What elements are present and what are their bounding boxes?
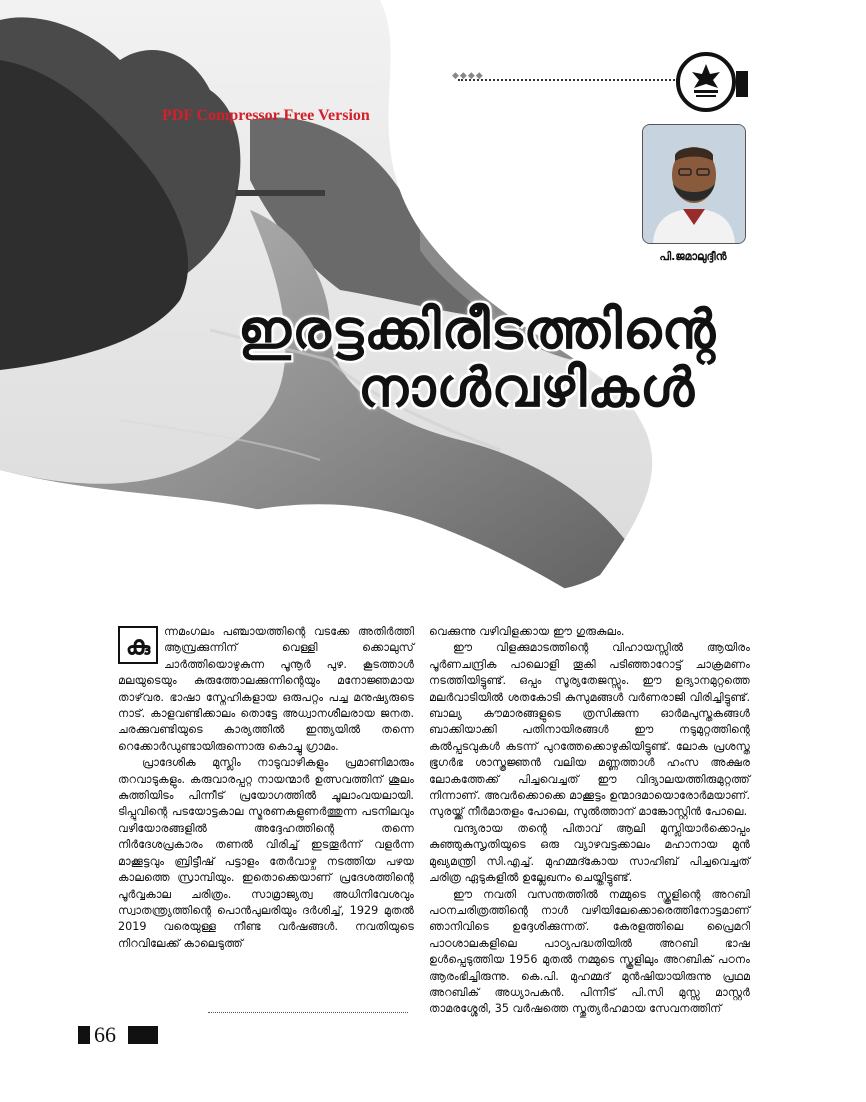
author-name: പി.ജമാലുദ്ദീൻ [659, 250, 727, 263]
article-column-left [118, 624, 414, 952]
header-dotted-rule [458, 79, 678, 81]
paragraph: വെക്കുന്നു വഴിവിളക്കായ ഈ ഗുരുകുലം. [429, 625, 625, 638]
paragraph: ഈ നവതി വസന്തത്തിൽ നമ്മുടെ സ്കൂളിന്റെ അറബി പഠനചരിത്രത്തിന്റെ നാൾ വഴിയിലേക്കൊരെത്തിനോട്ടമാണ് ഞാനിവിടെ ഉദ്ദേശിക്കുന്നത്. കേരളത്തിലെ പ്രൈമറി പാഠശാലകളിലെ പാഠ്യപദ്ധതിയിൽ അറബി ഭാഷ ഉൾപ്പെടുത്തിയ 1956 മുതൽ നമ്മുടെ സ്കൂളിലും അറബിക് പഠനം ആരംഭിച്ചിരുന്നു. കെ.പി. മുഹമ്മദ് മുൻഷിയായിരുന്നു പ്രഥമ അറബിക് അധ്യാപകൻ. പിന്നീട് പി.സി മുസ്സ മാസ്റ്റർ താമരശ്ശേരി, 35 വർഷത്തെ സ്തുത്യർഹമായ സേവനത്തിന് [429, 887, 750, 1016]
drop-cap: കു [118, 626, 158, 664]
diamond-ornament-icon: ◆◆◆◆ [452, 71, 484, 81]
header-black-block [736, 71, 748, 97]
paragraph: ഈ വിളക്കുമാടത്തിന്റെ വിഹായസ്സിൽ ആയിരം പൂർണചന്ദ്രിക പാലൊളി തൂകി പടിഞ്ഞാറോട്ട് ചാക്രമണം നടത്തിയിട്ടുണ്ട്. ഒപ്പം സൂര്യതേജസ്സും. ഈ ഉദ്യാനമുറ്റത്തെ മലർവാടിയിൽ ശതകോടി കുസുമങ്ങൾ വർണരാജി വിരിച്ചിട്ടുണ്ട്. ബാല്യ കൗമാരങ്ങളുടെ ത്രസിക്കുന്ന ഓർമപുസ്തകങ്ങൾ ബാക്കിയാക്കി പതിനായിരങ്ങൾ ഈ നടുമുറ്റത്തിന്റെ കൽപ്പടവുകൾ കടന്ന് പുറത്തേക്കൊഴുകിയിട്ടുണ്ട്. ലോക പ്രശസ്ത ഭൂഗർഭ ശാസ്ത്രജ്ഞൻ വലിയ മണ്ണത്താൾ ഹംസ അക്ഷര ലോകത്തേക്ക് പിച്ചവെച്ചത് ഈ വിദ്യാലയത്തിരുമുറ്റത്ത് നിന്നാണ്. അവർക്കൊക്കെ മാക്കൂട്ടം ഉന്മാദമായൊരോർമയാണ്. സുരയ്ക്ക് നീർമാതളം പോലെ, സുൽത്താന് മാങ്കോസ്റ്റിൻ പോലെ. [429, 641, 750, 819]
column-end-rule [208, 1012, 408, 1013]
footer-black-block-right [128, 1026, 158, 1044]
paragraph: പ്രാദേശിക മുസ്ലിം നാടുവാഴികളും പ്രമാണിമാരും തറവാടുകളും. കരുവാരപ്പറ്റ നായന്മാർ ഉത്സവത്തിന് ശൂലം കുത്തിയിടം പിന്നീട് പ്രയോഗത്തിൽ ചൂലാംവയലായി. ടിപ്പുവിന്റെ പടയോട്ടകാല സ്മരണകളുണർത്തുന്ന പടനിലവും വഴിയോരങ്ങളിൽ അദ്ദേഹത്തിന്റെ തന്നെ നിർദേശപ്രകാരം തണൽ വിരിച്ച് ഇടതൂർന്ന് വളർന്ന മാക്കൂട്ടവും ബ്രിട്ടീഷ് പട്ടാളം തേർവാഴ്ച നടത്തിയ പഴയ കാലത്തെ സ്രാമ്പിയും. ഇതൊക്കെയാണ് പ്രദേശത്തിന്റെ പൂർവ്വകാല ചരിത്രം. സാമ്രാജ്യത്വ അധിനിവേശവും സ്വാതന്ത്ര്യത്തിന്റെ പൊൻപുലരിയും ദർശിച്ച്, 1929 മുതൽ 2019 വരെയുള്ള നീണ്ട വർഷങ്ങൾ. നവതിയുടെ നിറവിലേക്ക് കാലെടുത്ത് [118, 756, 414, 950]
article-column-right [429, 624, 750, 1018]
article-title-line-1: ഇരട്ടക്കിരീടത്തിന്റെ [238, 298, 717, 361]
paragraph: ന്നമംഗലം പഞ്ചായത്തിന്റെ വടക്കേ അതിർത്തി ആമ്പ്രക്കുന്നിന് വെള്ളി ക്കൊലുസ് ചാർത്തിയൊഴുകുന്ന പൂനൂർ പുഴ. കൂടത്താൾ മലയുടെയും കുരുത്തോലക്കുന്നിന്റെയും മനോജ്ഞമായ താഴ്‌വര. ഭാഷാ സ്നേഹികളായ ഒരുപറ്റം പച്ച മനുഷ്യരുടെ നാട്. കാളവണ്ടിക്കാലം തൊട്ടേ അധ്വാനശീലരായ ജനത. ചരക്കുവണ്ടിയുടെ കാര്യത്തിൽ ഇന്ത്യയിൽ തന്നെ റെക്കോർഡുണ്ടായിരുന്നൊരു കൊച്ചു ഗ്രാമം. [118, 625, 414, 753]
author-photo [642, 124, 746, 244]
footer-black-block-left [78, 1026, 90, 1044]
school-emblem-icon [676, 52, 736, 112]
watermark-text: PDF Compressor Free Version [162, 107, 370, 124]
paragraph: വന്ദ്യരായ തന്റെ പിതാവ് ആലി മുസ്ലിയാർക്കൊപ്പം കുഞ്ഞുകുസൃതിയുടെ ഒരു വ്യാഴവട്ടക്കാലം മഹാനായ മുൻ മുഖ്യമന്ത്രി സി.എച്ച്. മുഹമ്മദ്കോയ സാഹിബ് പിച്ചവെച്ചത് ചരിത്ര ഏടുകളിൽ ഉല്ലേഖനം ചെയ്തിട്ടുണ്ട്. [429, 821, 750, 885]
article-title-line-2: നാൾവഴികൾ [358, 356, 696, 419]
page-number: 66 [94, 1022, 116, 1047]
